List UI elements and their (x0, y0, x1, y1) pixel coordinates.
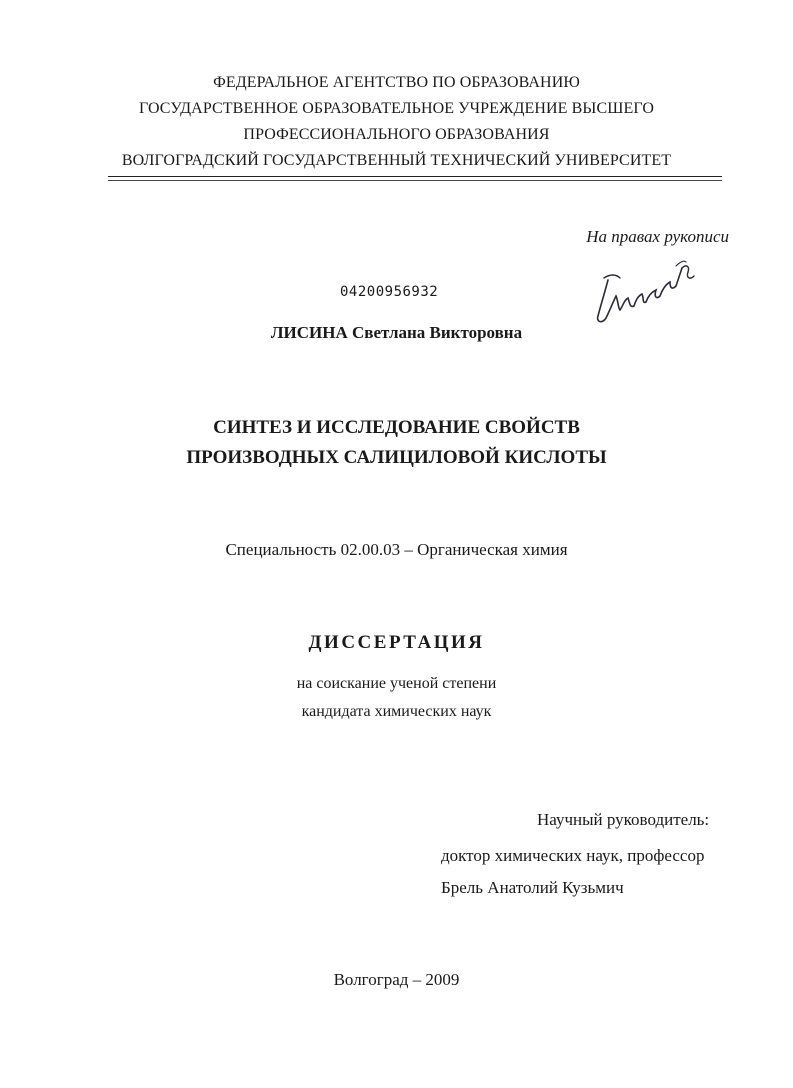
library-inventory-number: 04200956932 (340, 284, 439, 300)
title-line-2: ПРОИЗВОДНЫХ САЛИЦИЛОВОЙ КИСЛОТЫ (186, 447, 607, 468)
institution-header (0, 70, 793, 174)
author-name: ЛИСИНА Светлана Викторовна (270, 323, 523, 342)
header-divider-secondary (108, 180, 722, 181)
handwritten-signature-icon (590, 250, 700, 330)
title-line-1: СИНТЕЗ И ИССЛЕДОВАНИЕ СВОЙСТВ (213, 417, 580, 438)
header-line-education-level: ПРОФЕССИОНАЛЬНОГО ОБРАЗОВАНИЯ (243, 126, 550, 143)
degree-sought (0, 670, 793, 726)
supervisor-name: Брель Анатолий Кузьмич (441, 878, 624, 897)
degree-line-2: кандидата химических наук (301, 703, 492, 720)
degree-line-1: на соискание ученой степени (296, 675, 497, 692)
document-type: ДИССЕРТАЦИЯ (308, 632, 485, 653)
header-line-institution-type: ГОСУДАРСТВЕННОЕ ОБРАЗОВАТЕЛЬНОЕ УЧРЕЖДЕНИЕ ВЫСШЕГО (139, 100, 654, 117)
header-line-university: ВОЛГОГРАДСКИЙ ГОСУДАРСТВЕННЫЙ ТЕХНИЧЕСКИЙ УНИВЕРСИТЕТ (121, 152, 672, 169)
manuscript-rights-note: На правах рукописи (586, 227, 729, 246)
city-and-year: Волгоград – 2009 (333, 970, 460, 989)
dissertation-title (0, 413, 793, 473)
specialty-code: Специальность 02.00.03 – Органическая химия (225, 540, 568, 559)
header-divider (108, 176, 722, 177)
supervisor-degree: доктор химических наук, профессор (441, 846, 705, 865)
supervisor-label: Научный руководитель: (537, 810, 710, 829)
header-line-agency: ФЕДЕРАЛЬНОЕ АГЕНТСТВО ПО ОБРАЗОВАНИЮ (213, 74, 580, 91)
